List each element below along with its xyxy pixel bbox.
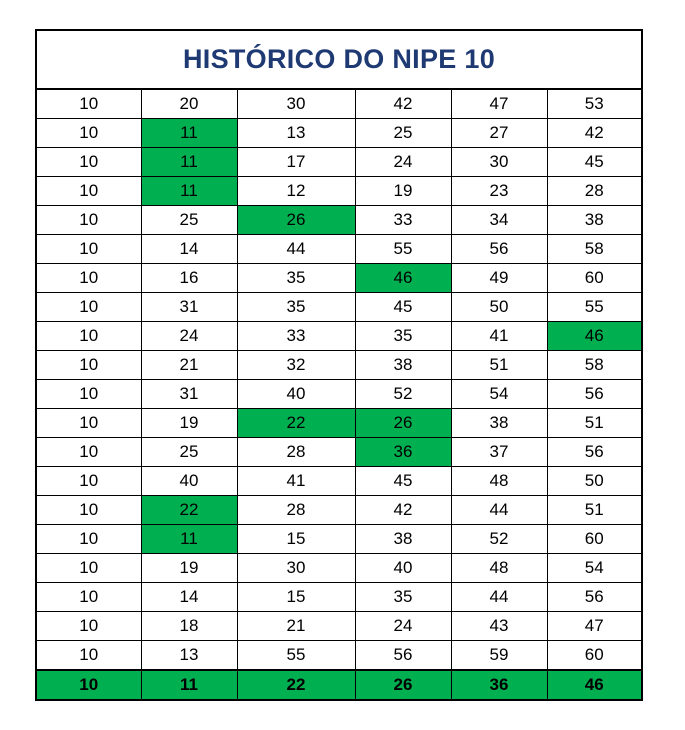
- table-cell[interactable]: 17: [237, 148, 355, 177]
- table-row: [37, 351, 641, 380]
- table-cell[interactable]: 25: [141, 206, 237, 235]
- table-cell[interactable]: 12: [237, 177, 355, 206]
- table-row: [37, 583, 641, 612]
- table-row: [37, 467, 641, 496]
- table-row: [37, 496, 641, 525]
- table-cell[interactable]: 11: [141, 525, 237, 554]
- table-cell[interactable]: 24: [141, 322, 237, 351]
- summary-cell[interactable]: 22: [237, 670, 355, 699]
- table-cell[interactable]: 42: [547, 119, 641, 148]
- table-cell[interactable]: 11: [141, 148, 237, 177]
- table-cell[interactable]: 50: [451, 293, 547, 322]
- table-cell[interactable]: 19: [141, 409, 237, 438]
- table-cell[interactable]: 22: [237, 409, 355, 438]
- table-cell[interactable]: 10: [37, 467, 141, 496]
- table-cell[interactable]: 52: [451, 525, 547, 554]
- table-cell[interactable]: 31: [141, 380, 237, 409]
- summary-cell[interactable]: 11: [141, 670, 237, 699]
- table-row: [37, 380, 641, 409]
- table-cell[interactable]: 40: [141, 467, 237, 496]
- table-cell[interactable]: 11: [141, 119, 237, 148]
- table-cell[interactable]: 10: [37, 641, 141, 671]
- table-cell[interactable]: 10: [37, 380, 141, 409]
- table-cell[interactable]: 10: [37, 264, 141, 293]
- table-cell[interactable]: 44: [451, 583, 547, 612]
- table-cell[interactable]: 49: [451, 264, 547, 293]
- table-cell[interactable]: 41: [237, 467, 355, 496]
- table-cell[interactable]: 10: [37, 583, 141, 612]
- table-cell[interactable]: 11: [141, 177, 237, 206]
- table-cell[interactable]: 48: [451, 554, 547, 583]
- table-cell[interactable]: 46: [355, 264, 451, 293]
- table-cell[interactable]: 24: [355, 148, 451, 177]
- table-cell[interactable]: 42: [355, 496, 451, 525]
- table-cell[interactable]: 43: [451, 612, 547, 641]
- table-cell[interactable]: 15: [237, 583, 355, 612]
- table-cell[interactable]: 21: [141, 351, 237, 380]
- table-cell[interactable]: 52: [355, 380, 451, 409]
- table-row: [37, 409, 641, 438]
- table-cell[interactable]: 47: [451, 90, 547, 119]
- table-cell[interactable]: 16: [141, 264, 237, 293]
- summary-cell[interactable]: 46: [547, 670, 641, 699]
- table-row: [37, 293, 641, 322]
- table-row: [37, 612, 641, 641]
- table-row: [37, 322, 641, 351]
- table-cell[interactable]: 38: [547, 206, 641, 235]
- table-cell[interactable]: 35: [237, 264, 355, 293]
- table-cell[interactable]: 56: [547, 583, 641, 612]
- table-cell[interactable]: 60: [547, 641, 641, 671]
- table-cell[interactable]: 45: [355, 467, 451, 496]
- table-cell[interactable]: 10: [37, 409, 141, 438]
- table-cell[interactable]: 14: [141, 583, 237, 612]
- table-cell[interactable]: 35: [355, 583, 451, 612]
- spreadsheet: [35, 29, 643, 701]
- table-cell[interactable]: 10: [37, 90, 141, 119]
- table-row: [37, 525, 641, 554]
- table-cell[interactable]: 15: [237, 525, 355, 554]
- table-cell[interactable]: 51: [451, 351, 547, 380]
- table-cell[interactable]: 25: [355, 119, 451, 148]
- table-cell[interactable]: 36: [355, 438, 451, 467]
- table-cell[interactable]: 13: [237, 119, 355, 148]
- table-cell[interactable]: 28: [547, 177, 641, 206]
- table-cell[interactable]: 10: [37, 322, 141, 351]
- table-cell[interactable]: 28: [237, 496, 355, 525]
- table-cell[interactable]: 30: [451, 148, 547, 177]
- table-cell[interactable]: 26: [237, 206, 355, 235]
- table-cell[interactable]: 58: [547, 351, 641, 380]
- table-cell[interactable]: 10: [37, 119, 141, 148]
- table-cell[interactable]: 19: [141, 554, 237, 583]
- table-cell[interactable]: 56: [547, 438, 641, 467]
- table-cell[interactable]: 35: [237, 293, 355, 322]
- summary-row: [37, 670, 641, 699]
- table-cell[interactable]: 47: [547, 612, 641, 641]
- table-cell[interactable]: 27: [451, 119, 547, 148]
- table-row: [37, 119, 641, 148]
- table-cell[interactable]: 30: [237, 90, 355, 119]
- table-cell[interactable]: 13: [141, 641, 237, 671]
- table-cell[interactable]: 10: [37, 525, 141, 554]
- table-cell[interactable]: 18: [141, 612, 237, 641]
- table-cell[interactable]: 10: [37, 612, 141, 641]
- table-cell[interactable]: 54: [547, 554, 641, 583]
- table-cell[interactable]: 34: [451, 206, 547, 235]
- table-cell[interactable]: 51: [547, 496, 641, 525]
- table-cell[interactable]: 23: [451, 177, 547, 206]
- table-cell[interactable]: 25: [141, 438, 237, 467]
- table-row: [37, 206, 641, 235]
- table-row: [37, 641, 641, 671]
- summary-cell[interactable]: 10: [37, 670, 141, 699]
- table-cell[interactable]: 55: [547, 293, 641, 322]
- table-cell[interactable]: 48: [451, 467, 547, 496]
- table-cell[interactable]: 55: [355, 235, 451, 264]
- table-cell[interactable]: 10: [37, 206, 141, 235]
- table-cell[interactable]: 32: [237, 351, 355, 380]
- table-cell[interactable]: 53: [547, 90, 641, 119]
- table-cell[interactable]: 14: [141, 235, 237, 264]
- summary-cell[interactable]: 26: [355, 670, 451, 699]
- table-cell[interactable]: 28: [237, 438, 355, 467]
- table-cell[interactable]: 38: [355, 351, 451, 380]
- table-row: [37, 264, 641, 293]
- table-cell[interactable]: 38: [355, 525, 451, 554]
- table-cell[interactable]: 46: [547, 322, 641, 351]
- table-cell[interactable]: 45: [547, 148, 641, 177]
- table-cell[interactable]: 44: [451, 496, 547, 525]
- table-cell[interactable]: 50: [547, 467, 641, 496]
- table-cell[interactable]: 10: [37, 235, 141, 264]
- table-row: [37, 554, 641, 583]
- table-cell[interactable]: 42: [355, 90, 451, 119]
- table-cell[interactable]: 58: [547, 235, 641, 264]
- table-cell[interactable]: 55: [237, 641, 355, 671]
- table-cell[interactable]: 37: [451, 438, 547, 467]
- table-cell[interactable]: 33: [355, 206, 451, 235]
- table-cell[interactable]: 10: [37, 177, 141, 206]
- table-cell[interactable]: 10: [37, 496, 141, 525]
- summary-cell[interactable]: 36: [451, 670, 547, 699]
- table-cell[interactable]: 30: [237, 554, 355, 583]
- table-cell[interactable]: 33: [237, 322, 355, 351]
- table-cell[interactable]: 10: [37, 351, 141, 380]
- table-cell[interactable]: 19: [355, 177, 451, 206]
- table-cell[interactable]: 51: [547, 409, 641, 438]
- table-cell[interactable]: 35: [355, 322, 451, 351]
- table-cell[interactable]: 10: [37, 293, 141, 322]
- table-body: [37, 90, 641, 699]
- table-cell[interactable]: 45: [355, 293, 451, 322]
- table-cell[interactable]: 20: [141, 90, 237, 119]
- table-cell[interactable]: 40: [355, 554, 451, 583]
- table-cell[interactable]: 60: [547, 264, 641, 293]
- table-cell[interactable]: 31: [141, 293, 237, 322]
- table-cell[interactable]: 10: [37, 554, 141, 583]
- table-cell[interactable]: 59: [451, 641, 547, 671]
- table-cell[interactable]: 40: [237, 380, 355, 409]
- table-cell[interactable]: 56: [355, 641, 451, 671]
- history-table: [37, 90, 641, 699]
- table-row: [37, 148, 641, 177]
- table-cell[interactable]: 22: [141, 496, 237, 525]
- table-row: [37, 177, 641, 206]
- table-cell[interactable]: 21: [237, 612, 355, 641]
- table-cell[interactable]: 54: [451, 380, 547, 409]
- table-cell[interactable]: 38: [451, 409, 547, 438]
- table-cell[interactable]: 56: [451, 235, 547, 264]
- table-cell[interactable]: 24: [355, 612, 451, 641]
- table-cell[interactable]: 10: [37, 438, 141, 467]
- sheet-title: HISTÓRICO DO NIPE 10: [37, 31, 641, 90]
- table-row: [37, 438, 641, 467]
- table-cell[interactable]: 26: [355, 409, 451, 438]
- table-cell[interactable]: 56: [547, 380, 641, 409]
- table-cell[interactable]: 41: [451, 322, 547, 351]
- table-row: [37, 90, 641, 119]
- table-cell[interactable]: 44: [237, 235, 355, 264]
- table-cell[interactable]: 10: [37, 148, 141, 177]
- table-cell[interactable]: 60: [547, 525, 641, 554]
- table-row: [37, 235, 641, 264]
